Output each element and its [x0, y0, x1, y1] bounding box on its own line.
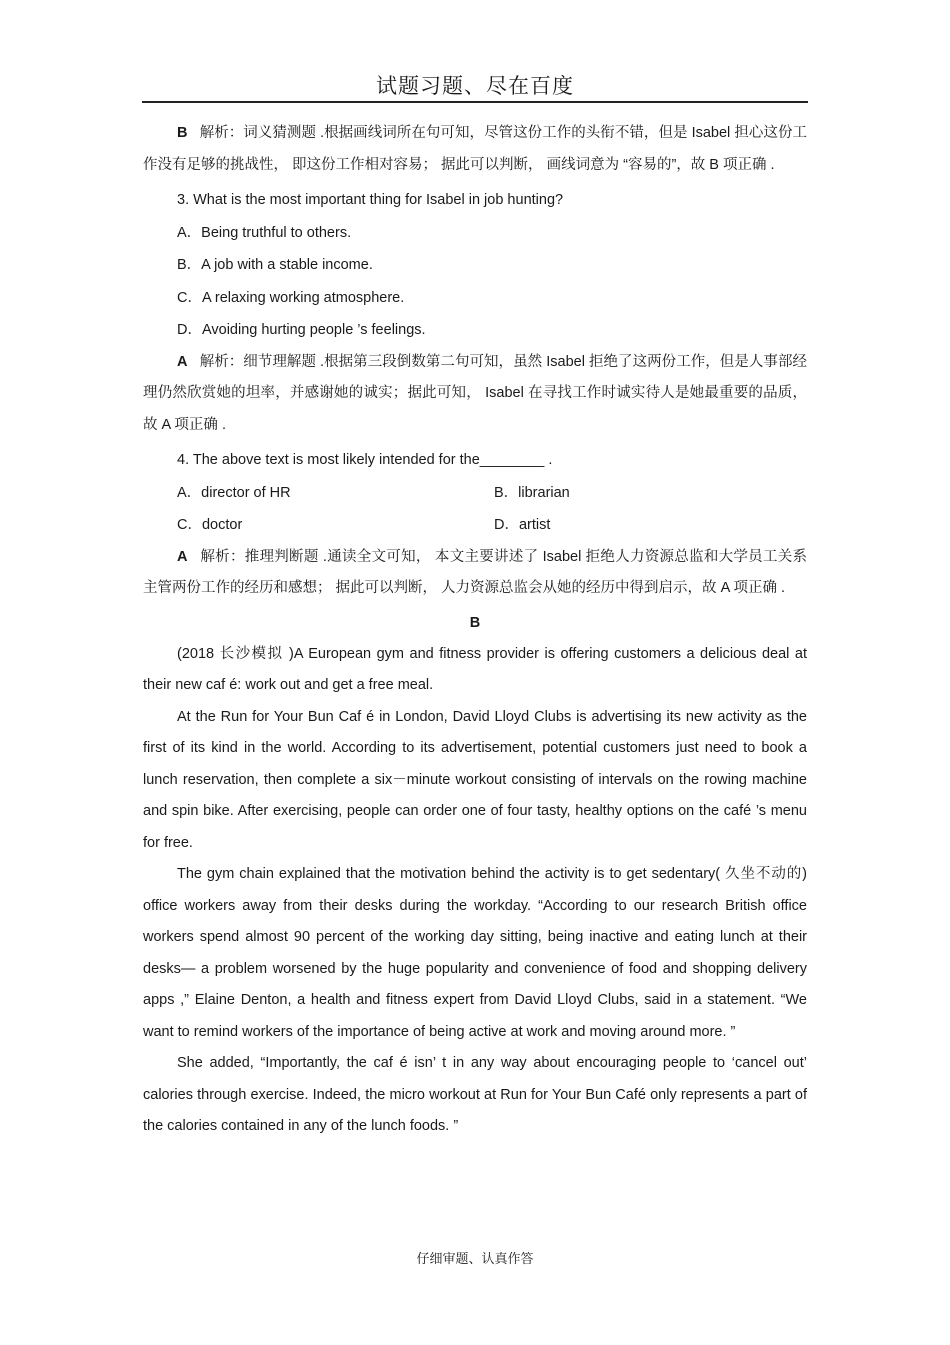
page-footer: 仔细审题、认真作答 [416, 1252, 534, 1267]
page-header: 试题习题、尽在百度 [376, 74, 574, 98]
q4-option-row-2 [143, 509, 807, 542]
explanation-text: 解析：细节理解题 .根据第三段倒数第二句可知，虽然 Isabel 拒绝了这两份工作，但是人事部经理仍然欣赏她的坦率，并感谢她的诚实；据此可知， Isabel 在寻找工作时诚实待人是她最重要的品质，故 A 项正确 . [143, 353, 807, 433]
q3-option-d: D．Avoiding hurting people ’s feelings. [177, 322, 426, 338]
passage-paragraph: She added, “Importantly, the caf é isn’ t in any way about encouraging people to ‘cancel out’ calories through exercise. Indeed, the micro workout at Run for Your Bun Café only represents a part of the calories contained in any of the lunch foods. ” [143, 1055, 807, 1134]
passage-paragraph: (2018 长沙模拟 )A European gym and fitness provider is offering customers a delicious deal at their new caf é: work out and get a free meal. [143, 645, 807, 693]
answer-letter: A [177, 548, 188, 565]
explanation-text: 解析：词义猜测题 .根据画线词所在句可知，尽管这份工作的头衔不错，但是 Isabel 担心这份工作没有足够的挑战性， 即这份工作相对容易； 据此可以判断， 画线词意为 “容易的”，故 B 项正确 . [143, 125, 807, 173]
answer-letter: B [177, 125, 188, 141]
q4-option-c: C．doctor [177, 517, 243, 533]
q4-option-row-1 [143, 477, 807, 510]
q3-option-b: B．A job with a stable income. [177, 257, 373, 273]
section-heading: B [469, 614, 481, 631]
explanation-text: 解析：推理判断题 .通读全文可知， 本文主要讲述了 Isabel 拒绝人力资源总监和大学员工关系主管两份工作的经历和感想； 据此可以判断， 人力资源总监会从她的经历中得到启示，故 A 项正确 . [143, 548, 807, 596]
question-4-stem: 4. The above text is most likely intended for the________ . [177, 452, 553, 468]
passage-paragraph: The gym chain explained that the motivation behind the activity is to get sedentary( 久坐不动的) office workers away from their desks during the workday. “According to our research British office workers spend almost 90 percent of the working day sitting, being inactive and eating lunch at their desks— a problem worsened by the huge popularity and convenience of food and shopping delivery apps ,” Elaine Denton, a health and fitness expert from David Lloyd Clubs, said in a statement. “We want to remind workers of the importance of being active at work and moving around more. ” [143, 866, 807, 1040]
q4-explanation [143, 542, 807, 605]
q4-option-a: A．director of HR [177, 484, 291, 501]
q4-option-d: D．artist [494, 517, 551, 533]
passage-paragraph: At the Run for Your Bun Caf é in London, David Lloyd Clubs is advertising its new activity as the first of its kind in the world. According to its advertisement, potential customers just need to book a lunch reservation, then complete a six－minute workout consisting of intervals on the rowing machine and spin bike. After exercising, people can order one of four tasty, healthy options on the café ’s menu for free. [143, 708, 807, 851]
question-3-stem: 3. What is the most important thing for Isabel in job hunting? [177, 192, 564, 208]
q3-option-a: A．Being truthful to others. [177, 224, 352, 241]
header-divider [142, 101, 808, 103]
q2-explanation [143, 118, 807, 181]
document-body [143, 118, 807, 1143]
q4-option-b: B．librarian [494, 484, 570, 501]
q3-option-c: C．A relaxing working atmosphere. [177, 289, 405, 306]
q3-explanation [143, 347, 807, 442]
answer-letter: A [177, 353, 188, 370]
